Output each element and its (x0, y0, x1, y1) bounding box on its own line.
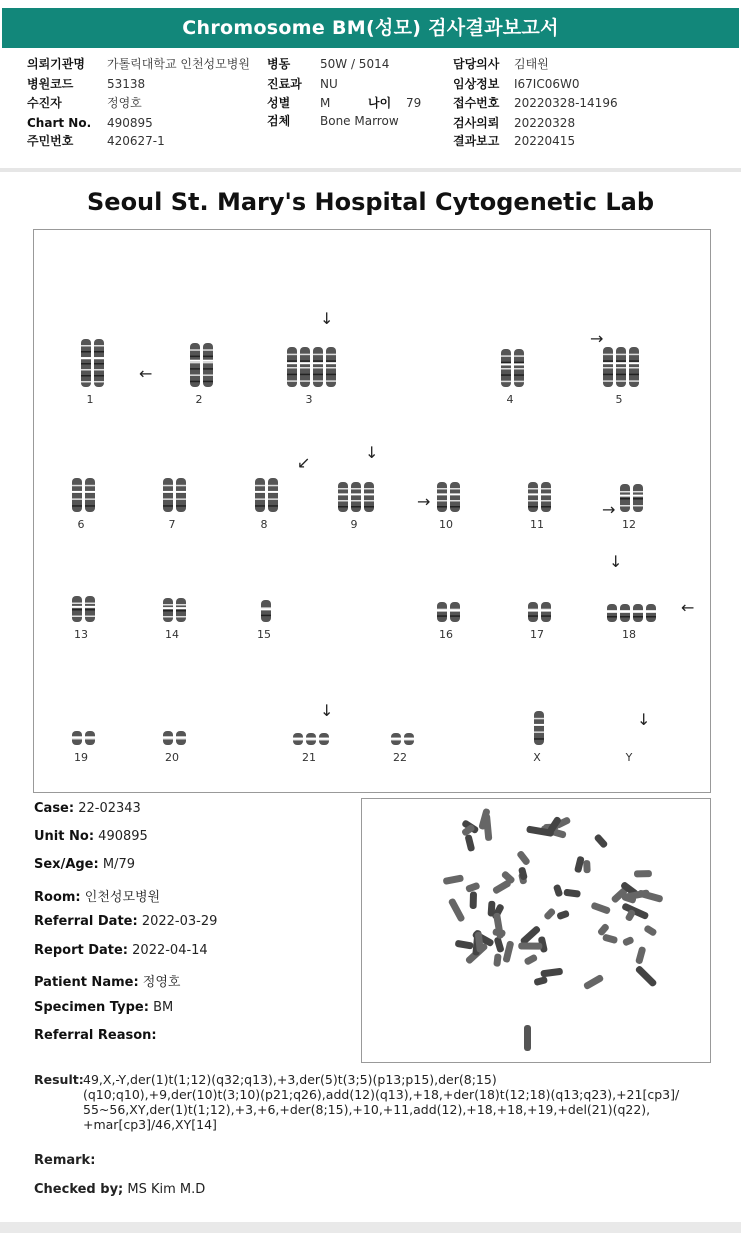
chromosome-pair (435, 480, 462, 514)
chromosome-pair (285, 345, 338, 389)
info-value-chart-no: 490895 (107, 116, 153, 130)
chromosome-label: 12 (622, 518, 636, 531)
chromosome-pair (336, 480, 376, 514)
section-divider (0, 168, 741, 172)
chromosome-pair (526, 600, 553, 624)
case-row-label: Referral Reason: (34, 1028, 157, 1043)
info-key-ward: 병동 (267, 57, 291, 71)
chromosome-label: 8 (260, 518, 268, 531)
chromosome-pair (499, 347, 526, 389)
chromosome-label: 16 (439, 628, 453, 641)
info-key-clinical-info: 임상정보 (453, 77, 500, 91)
lab-title: Seoul St. Mary's Hospital Cytogenetic Lab (87, 188, 654, 216)
metaphase-image (361, 798, 711, 1063)
info-key-department: 진료과 (267, 77, 302, 91)
info-value-ward: 50W / 5014 (320, 57, 390, 71)
chromosome-pair (389, 731, 416, 747)
chromosome-pair (161, 596, 188, 624)
case-row (34, 1000, 173, 1015)
case-row-label: Sex/Age: (34, 857, 99, 872)
chromosome-pair (161, 476, 188, 514)
case-row-value: BM (153, 1000, 174, 1015)
abnormality-arrow-icon: ↓ (320, 309, 334, 328)
chromosome-label: 13 (74, 628, 88, 641)
info-value-sex: M (320, 96, 331, 110)
info-value-patient: 정영호 (107, 96, 142, 110)
case-row (34, 857, 135, 872)
checked-by-label: Checked by; (34, 1182, 124, 1197)
abnormality-arrow-icon: → (590, 329, 604, 348)
chromosome-label: X (533, 751, 541, 764)
chromosome-pair (70, 476, 97, 514)
chromosome-pair (532, 709, 546, 747)
case-row-value: 490895 (98, 829, 148, 844)
chromosome-label: 11 (530, 518, 544, 531)
result-line-4: +mar[cp3]/46,XY[14] (83, 1117, 217, 1132)
info-key-patient: 수진자 (27, 96, 62, 110)
chromosome-label: 14 (165, 628, 179, 641)
chromosome-pair (291, 731, 331, 747)
chromosome-pair (526, 480, 553, 514)
abnormality-arrow-icon: → (417, 492, 431, 511)
result-line-1: 49,X,-Y,der(1)t(1;12)(q32;q13),+3,der(5)t(3;5)(p13;p15),der(8;15) (83, 1072, 497, 1087)
remark-label: Remark: (34, 1153, 96, 1168)
info-key-age: 나이 (368, 96, 392, 110)
case-row (34, 801, 141, 816)
abnormality-arrow-icon: ↙ (297, 453, 311, 472)
case-row-value: 인천성모병원 (84, 890, 161, 905)
checked-by (34, 1182, 205, 1197)
chromosome-label: 2 (195, 393, 203, 406)
chromosome-pair (70, 594, 97, 624)
chromosome-label: 17 (530, 628, 544, 641)
result-label: Result: (34, 1072, 84, 1087)
info-value-report-date: 20220415 (514, 134, 576, 148)
chromosome-pair (259, 598, 273, 624)
info-key-receipt-no: 접수번호 (453, 96, 500, 110)
info-key-institution: 의뢰기관명 (27, 57, 85, 71)
info-key-sex: 성별 (267, 96, 291, 110)
abnormality-arrow-icon: ↓ (320, 701, 334, 720)
chromosome-pair (618, 482, 645, 514)
abnormality-arrow-icon: ← (139, 364, 153, 383)
info-key-specimen: 검체 (267, 114, 291, 128)
abnormality-arrow-icon: ↓ (609, 552, 623, 571)
checked-by-value: MS Kim M.D (127, 1182, 206, 1197)
info-value-receipt-no: 20220328-14196 (514, 96, 618, 110)
chromosome-label: 10 (439, 518, 453, 531)
karyotype-image (33, 229, 711, 793)
case-row (34, 914, 217, 929)
chromosome-pair (605, 602, 658, 624)
chromosome-label: Y (625, 751, 633, 764)
case-row-label: Room: (34, 890, 81, 905)
case-row-value: 2022-03-29 (141, 914, 218, 929)
info-key-resident-no: 주민번호 (27, 134, 74, 148)
info-value-age: 79 (406, 96, 422, 110)
result-line-3: 55~56,XY,der(1)t(1;12),+3,+6,+der(8;15),+10,+11,add(12),+18,+18,+19,+del(21)(q22), (83, 1102, 651, 1117)
chromosome-pair (79, 337, 106, 389)
case-row-value: 2022-04-14 (132, 943, 208, 958)
abnormality-arrow-icon: → (602, 500, 616, 519)
info-value-clinical-info: I67IC06W0 (514, 77, 580, 91)
chromosome-label: 5 (615, 393, 623, 406)
info-value-department: NU (320, 77, 338, 91)
abnormality-arrow-icon: ← (681, 598, 695, 617)
chromosome-label: 6 (77, 518, 85, 531)
info-key-report-date: 결과보고 (453, 134, 500, 148)
case-row-value: 정영호 (142, 975, 181, 990)
info-key-hospital-code: 병원코드 (27, 77, 74, 91)
chromosome-label: 4 (506, 393, 514, 406)
report-title: Chromosome BM(성모) 검사결과보고서 (2, 8, 739, 48)
case-row-label: Specimen Type: (34, 1000, 149, 1015)
info-key-chart-no: Chart No. (27, 116, 92, 130)
result-text (83, 1072, 723, 1132)
chromosome-pair (161, 729, 188, 747)
abnormality-arrow-icon: ↓ (637, 710, 651, 729)
chromosome-pair (435, 600, 462, 624)
case-row-value: M/79 (102, 857, 135, 872)
info-value-request-date: 20220328 (514, 116, 576, 130)
chromosome-label: 15 (257, 628, 271, 641)
info-value-institution: 가톨릭대학교 인천성모병원 (107, 57, 250, 71)
case-row-label: Case: (34, 801, 75, 816)
chromosome-label: 20 (165, 751, 179, 764)
info-value-hospital-code: 53138 (107, 77, 146, 91)
case-row-label: Report Date: (34, 943, 129, 958)
chromosome-label: 21 (302, 751, 316, 764)
case-row-label: Referral Date: (34, 914, 138, 929)
chromosome-pair (188, 341, 215, 389)
case-row (34, 1028, 157, 1043)
result-line-2: (q10;q10),+9,der(10)t(3;10)(p21;q26),add(12)(q13),+18,+der(18)t(12;18)(q13;q23),+21[cp3]/ (83, 1087, 680, 1102)
chromosome-label: 9 (350, 518, 358, 531)
case-row-label: Patient Name: (34, 975, 139, 990)
chromosome-label: 19 (74, 751, 88, 764)
case-row (34, 886, 160, 905)
chromosome-pair (601, 345, 641, 389)
info-key-request-date: 검사의뢰 (453, 116, 500, 130)
case-row (34, 829, 148, 844)
abnormality-arrow-icon: ↓ (365, 443, 379, 462)
info-value-doctor: 김태원 (514, 57, 549, 71)
chromosome-pair (70, 729, 97, 747)
chromosome-label: 1 (86, 393, 94, 406)
chromosome-label: 22 (393, 751, 407, 764)
remark (34, 1153, 95, 1168)
chromosome-pair (253, 476, 280, 514)
info-value-specimen: Bone Marrow (320, 114, 399, 128)
metaphase-spread (362, 799, 710, 1062)
case-row (34, 971, 180, 990)
case-row (34, 943, 208, 958)
chromosome-label: 7 (168, 518, 176, 531)
info-key-doctor: 담당의사 (453, 57, 500, 71)
chromosome-label: 18 (622, 628, 636, 641)
page-bottom-strip (0, 1222, 741, 1233)
case-row-label: Unit No: (34, 829, 95, 844)
case-row-value: 22-02343 (78, 801, 141, 816)
info-block (0, 55, 741, 155)
info-value-resident-no: 420627-1 (107, 134, 165, 148)
chromosome-label: 3 (305, 393, 313, 406)
